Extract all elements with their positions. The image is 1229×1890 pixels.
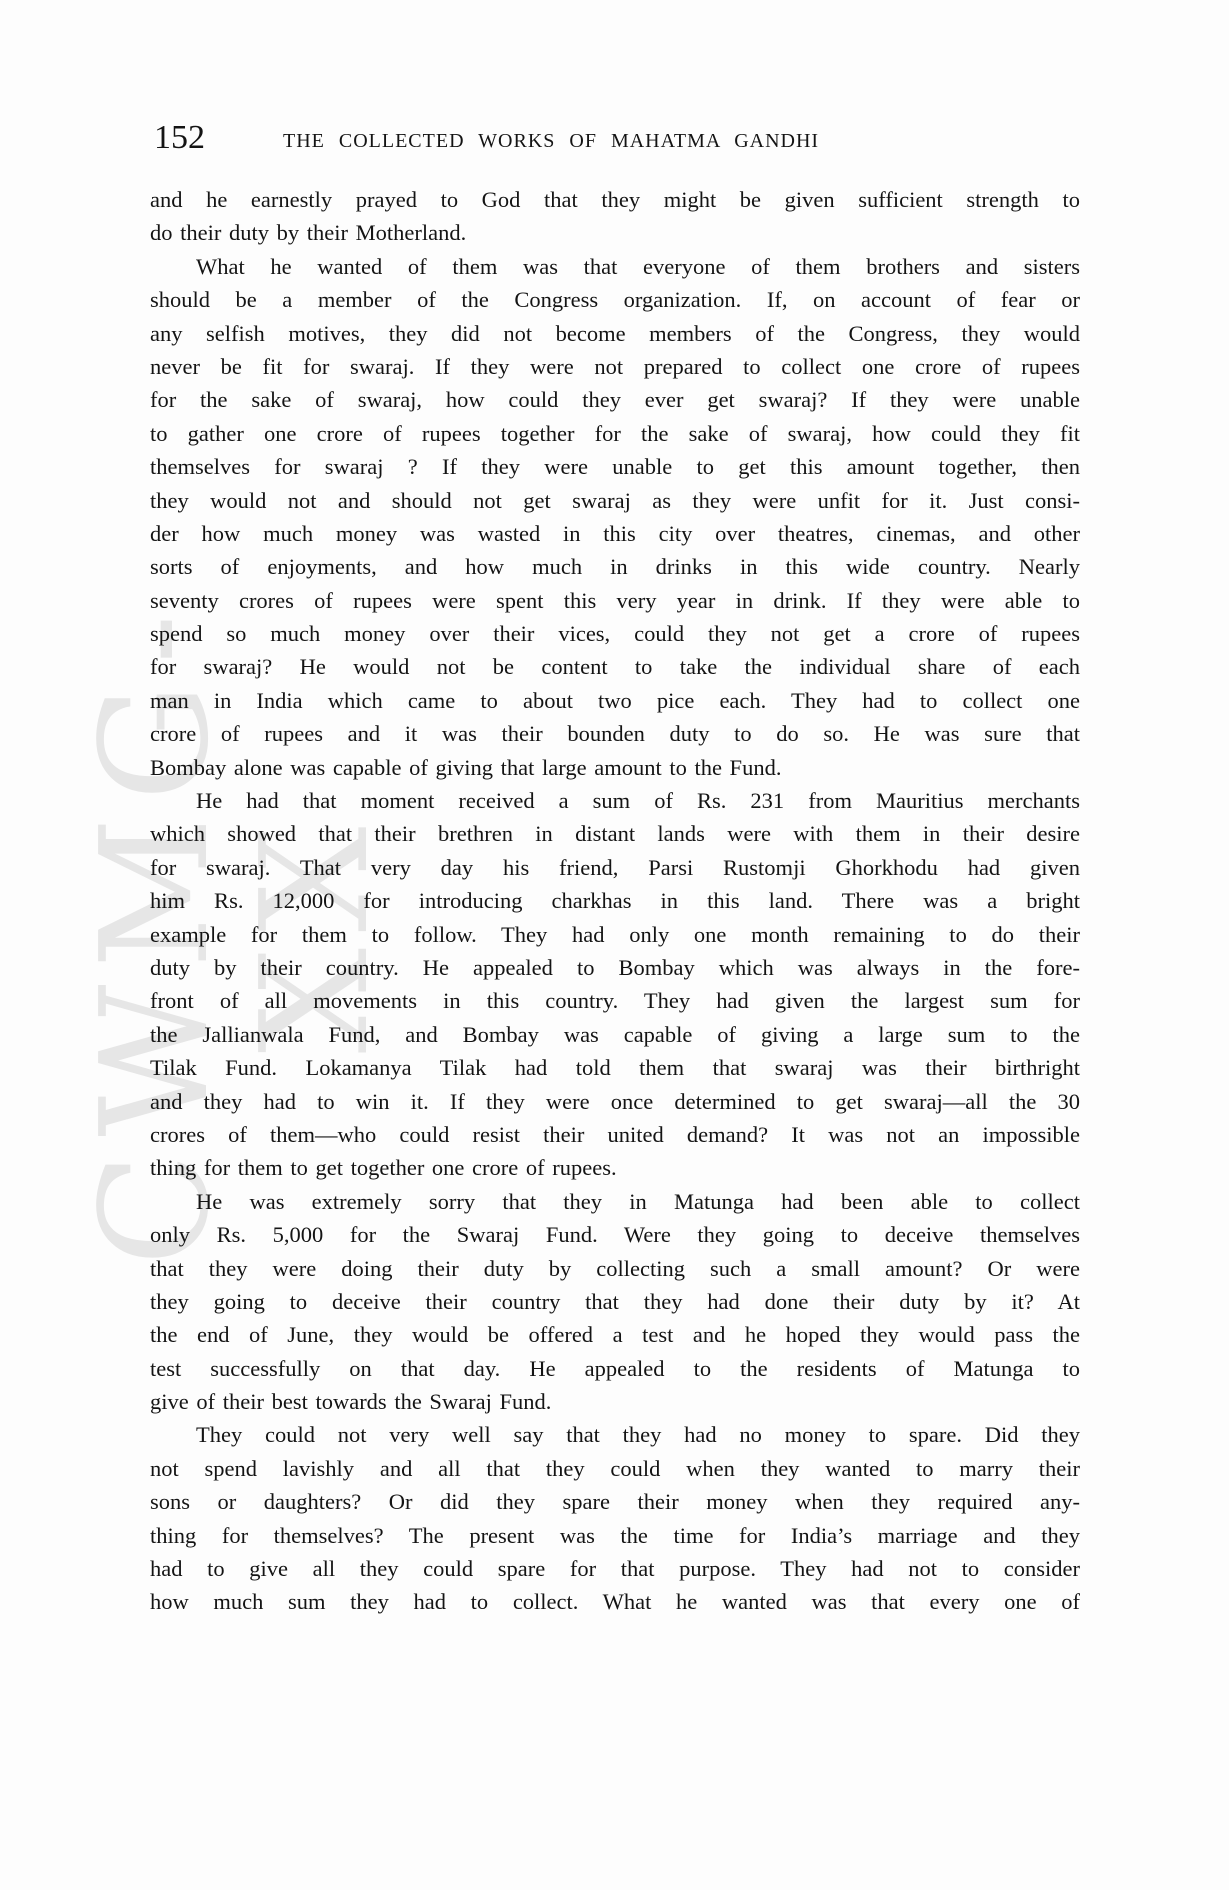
text-line: how much sum they had to collect. What he wanted was that every one of — [150, 1589, 1080, 1615]
text-line: that they were doing their duty by collecting such a small amount? Or were — [150, 1255, 1080, 1281]
text-line: thing for themselves? The present was the time for India’s marriage and they — [150, 1522, 1080, 1548]
text-line: had to give all they could spare for that purpose. They had not to consider — [150, 1556, 1080, 1582]
text-line: and they had to win it. If they were once determined to get swaraj—all the 30 — [150, 1088, 1080, 1114]
running-title: THE COLLECTED WORKS OF MAHATMA GANDHI — [283, 130, 820, 152]
text-line: do their duty by their Motherland. — [150, 220, 467, 246]
text-line: crores of them—who could resist their united demand? It was not an impossible — [150, 1121, 1080, 1147]
text-line: any selfish motives, they did not become members of the Congress, they would — [150, 320, 1080, 346]
text-line: for swaraj? He would not be content to take the individual share of each — [150, 654, 1080, 680]
text-line: never be fit for swaraj. If they were not prepared to collect one crore of rupees — [150, 353, 1080, 379]
text-line: the Jallianwala Fund, and Bombay was capable of giving a large sum to the — [150, 1021, 1080, 1047]
text-line: they would not and should not get swaraj as they were unfit for it. Just consi- — [150, 487, 1080, 513]
text-line: sons or daughters? Or did they spare their money when they required any- — [150, 1489, 1080, 1515]
watermark: CWMG-XX — [69, 598, 401, 1266]
text-line: should be a member of the Congress organization. If, on account of fear or — [150, 287, 1080, 313]
text-line: and he earnestly prayed to God that they might be given sufficient strength to — [150, 187, 1080, 212]
text-line: themselves for swaraj ? If they were unable to get this amount together, then — [150, 454, 1080, 480]
text-line: der how much money was wasted in this city over theatres, cinemas, and other — [150, 520, 1080, 546]
text-line: duty by their country. He appealed to Bombay which was always in the fore- — [150, 954, 1080, 980]
page-number: 152 — [154, 119, 205, 156]
text-line: seventy crores of rupees were spent this very year in drink. If they were able to — [150, 587, 1080, 613]
text-line: for swaraj. That very day his friend, Parsi Rustomji Ghorkhodu had given — [150, 854, 1080, 880]
text-line: He had that moment received a sum of Rs. 231 from Mauritius merchants — [196, 788, 1080, 814]
text-line: give of their best towards the Swaraj Fund. — [150, 1389, 552, 1415]
page-header — [150, 120, 1080, 162]
text-line: spend so much money over their vices, could they not get a crore of rupees — [150, 621, 1080, 647]
text-line: crore of rupees and it was their bounden duty to do so. He was sure that — [150, 721, 1080, 747]
text-line: to gather one crore of rupees together for the sake of swaraj, how could they fit — [150, 420, 1080, 446]
body-text — [150, 183, 1080, 1619]
text-line: front of all movements in this country. They had given the largest sum for — [150, 988, 1080, 1014]
text-line: They could not very well say that they had no money to spare. Did they — [196, 1422, 1080, 1448]
text-line: they going to deceive their country that they had done their duty by it? At — [150, 1288, 1080, 1314]
text-line: only Rs. 5,000 for the Swaraj Fund. Were they going to deceive themselves — [150, 1222, 1080, 1248]
text-line: which showed that their brethren in distant lands were with them in their desire — [150, 821, 1080, 847]
text-line: Tilak Fund. Lokamanya Tilak had told them that swaraj was their birthright — [150, 1055, 1080, 1081]
text-line: He was extremely sorry that they in Matunga had been able to collect — [196, 1188, 1080, 1214]
text-line: Bombay alone was capable of giving that large amount to the Fund. — [150, 754, 782, 780]
text-line: not spend lavishly and all that they could when they wanted to marry their — [150, 1455, 1080, 1481]
text-line: thing for them to get together one crore of rupees. — [150, 1155, 617, 1181]
text-line: the end of June, they would be offered a test and he hoped they would pass the — [150, 1322, 1080, 1348]
text-line: example for them to follow. They had only one month remaining to do their — [150, 921, 1080, 947]
text-line: sorts of enjoyments, and how much in drinks in this wide country. Nearly — [150, 554, 1080, 580]
text-line: man in India which came to about two pice each. They had to collect one — [150, 687, 1080, 713]
text-line: him Rs. 12,000 for introducing charkhas in this land. There was a bright — [150, 888, 1080, 914]
text-line: What he wanted of them was that everyone of them brothers and sisters — [196, 253, 1080, 279]
text-line: test successfully on that day. He appealed to the residents of Matunga to — [150, 1355, 1080, 1381]
text-line: for the sake of swaraj, how could they ever get swaraj? If they were unable — [150, 387, 1080, 413]
